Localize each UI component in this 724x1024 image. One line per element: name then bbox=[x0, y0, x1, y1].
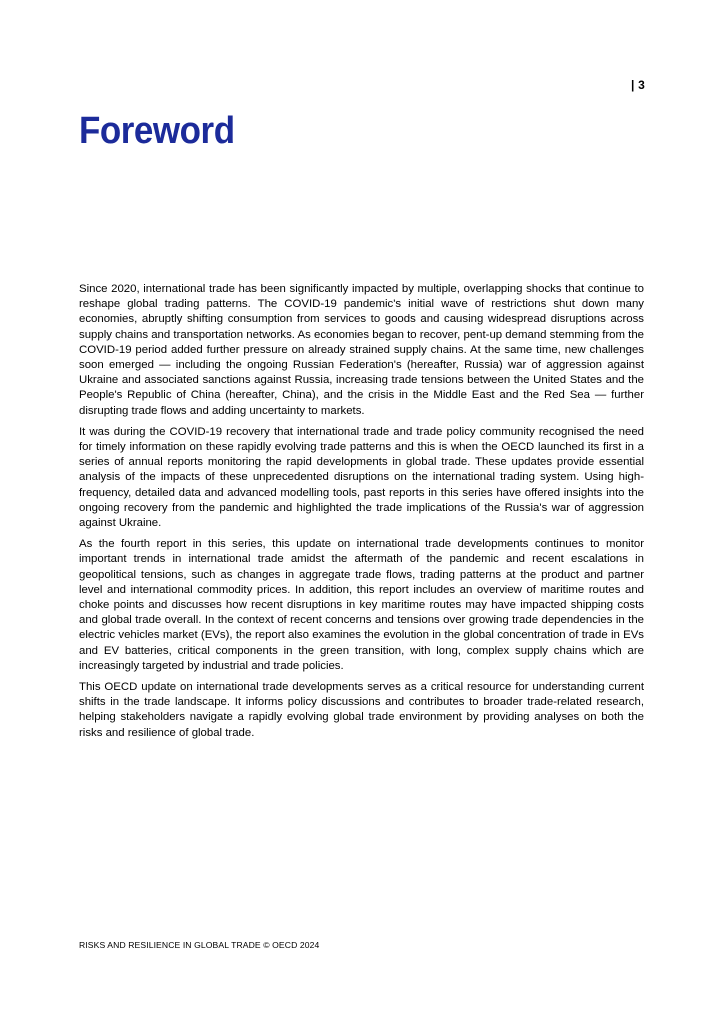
paragraph-1: Since 2020, international trade has been significantly impacted by multiple, overlapping shocks that continue to reshape global trading patterns. The COVID-19 pandemic's initial wave of restrictions shut down many economies, abruptly shifting consumption from services to goods and causing widespread disruptions across supply chains and transportation networks. As economies began to recover, pent-up demand stemming from the COVID-19 period added further pressure on already strained supply chains. At the same time, new challenges soon emerged — including the ongoing Russian Federation's (hereafter, Russia) war of aggression against Ukraine and associated sanctions against Russia, increasing trade tensions between the United States and the People's Republic of China (hereafter, China), and the crisis in the Middle East and the Red Sea — further disrupting trade flows and adding uncertainty to markets. bbox=[79, 283, 644, 417]
body-text bbox=[79, 282, 644, 747]
paragraph-3: As the fourth report in this series, this update on international trade developments continues to monitor important trends in international trade amidst the aftermath of the pandemic and recent escalations in geopolitical tensions, such as changes in aggregate trade flows, trading patterns at the product and partner level and international commodity prices. In addition, this report includes an overview of maritime routes and choke points and discusses how recent disruptions in key maritime routes may have impacted shipping costs and global trade overall. In the context of recent concerns and tensions over growing trade dependencies in the electric vehicles market (EVs), the report also examines the evolution in the global concentration of trade in EVs and EV batteries, critical components in the green transition, with long, complex supply chains which are increasingly targeted by industrial and trade policies. bbox=[79, 538, 644, 672]
page-footer: RISKS AND RESILIENCE IN GLOBAL TRADE © OECD 2024 bbox=[79, 940, 320, 950]
paragraph-2: It was during the COVID-19 recovery that international trade and trade policy community recognised the need for timely information on these rapidly evolving trade patterns and this is when the OECD launched its first in a series of annual reports monitoring the rapid developments in global trade. These updates provide essential analysis of the impacts of these unprecedented disruptions on the international trading system. Using high-frequency, detailed data and advanced modelling tools, past reports in this series have offered insights into the ongoing recovery from the pandemic and highlighted the trade implications of the Russia's war of aggression against Ukraine. bbox=[79, 425, 644, 530]
page-title: Foreword bbox=[79, 110, 235, 152]
page-number: | 3 bbox=[631, 78, 645, 92]
paragraph-4: This OECD update on international trade developments serves as a critical resource for understanding current shifts in the trade landscape. It informs policy discussions and contributes to broader trade-related research, helping stakeholders navigate a rapidly evolving global trade environment by providing analyses on both the risks and resilience of global trade. bbox=[79, 681, 644, 739]
